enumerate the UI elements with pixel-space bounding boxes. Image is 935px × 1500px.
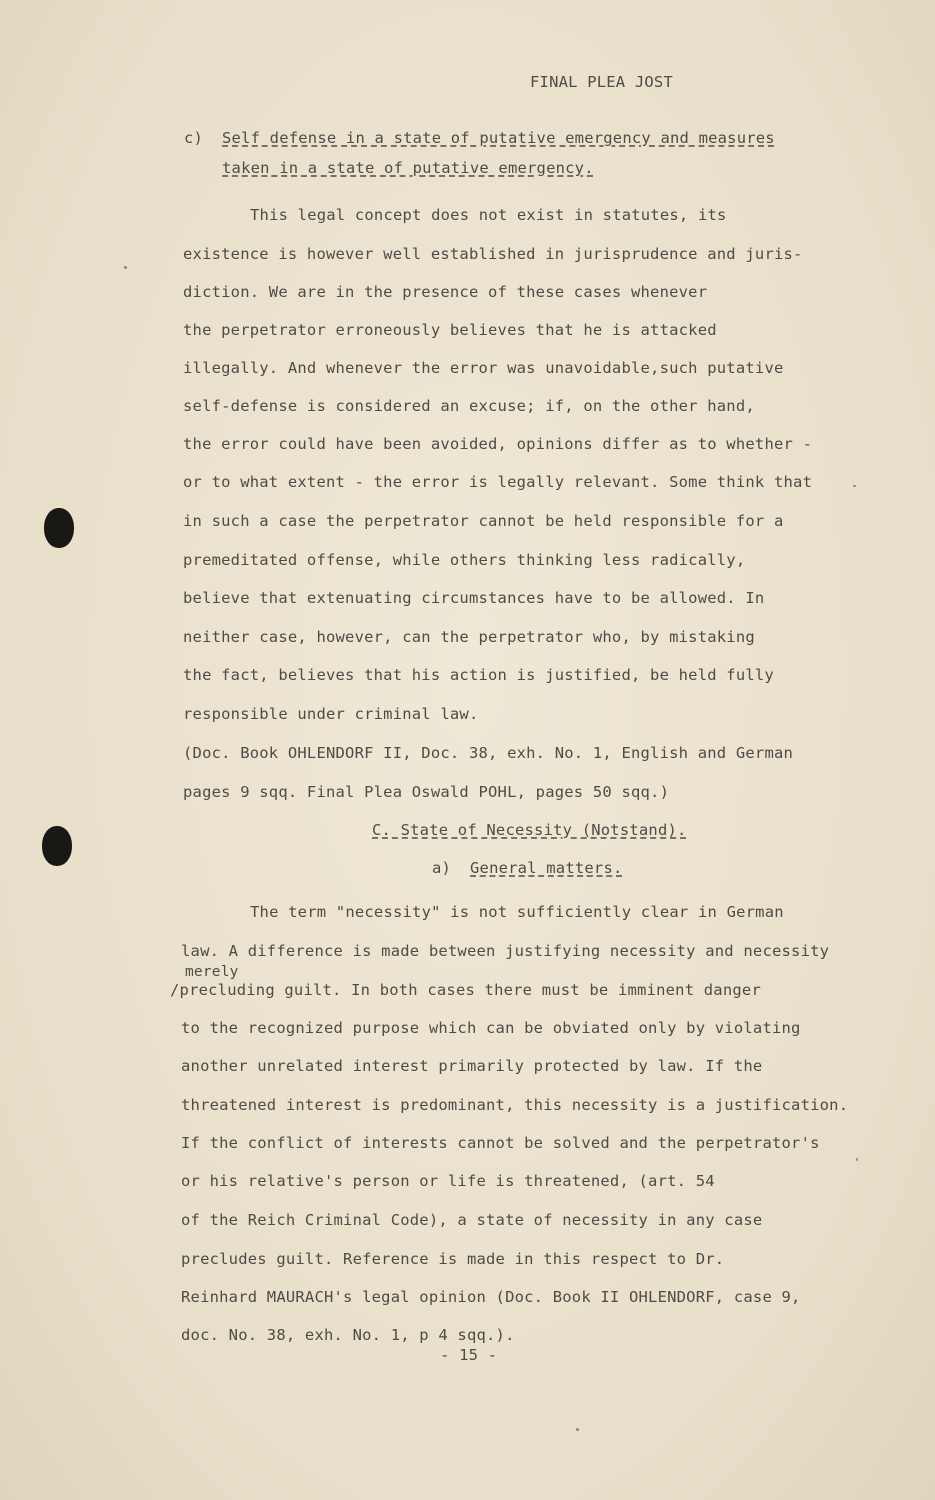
paragraph1-line: This legal concept does not exist in statutes, its — [250, 206, 727, 224]
paper-speck — [576, 1428, 579, 1431]
paper-speck — [124, 266, 127, 269]
paragraph1-line: the error could have been avoided, opinions differ as to whether - — [183, 435, 813, 453]
paragraph2-line: /precluding guilt. In both cases there must be imminent danger — [170, 981, 761, 999]
paragraph1-line: premeditated offense, while others thinking less radically, — [183, 551, 746, 569]
paragraph2-line: precludes guilt. Reference is made in this respect to Dr. — [181, 1250, 725, 1268]
page-number: - 15 - — [440, 1346, 498, 1364]
paragraph2-line: another unrelated interest primarily protected by law. If the — [181, 1057, 763, 1075]
paragraph1-line: neither case, however, can the perpetrator who, by mistaking — [183, 628, 755, 646]
section-c-marker: c) — [184, 129, 204, 147]
subsection-a-marker: a) — [432, 859, 452, 877]
paper-speck — [853, 485, 856, 487]
running-title: FINAL PLEA JOST — [530, 73, 673, 91]
paragraph2-line: Reinhard MAURACH's legal opinion (Doc. Book II OHLENDORF, case 9, — [181, 1288, 801, 1306]
citation1-line: pages 9 sqq. Final Plea Oswald POHL, pages 50 sqq.) — [183, 783, 670, 801]
paragraph2-line: doc. No. 38, exh. No. 1, p 4 sqq.). — [181, 1326, 515, 1344]
section-c-heading-line2: taken in a state of putative emergency. — [222, 159, 594, 177]
subsection-a-heading: General matters. — [470, 859, 623, 877]
section-C-heading: C. State of Necessity (Notstand). — [372, 821, 687, 839]
paragraph1-line: in such a case the perpetrator cannot be held responsible for a — [183, 512, 784, 530]
paragraph1-line: existence is however well established in jurisprudence and juris- — [183, 245, 803, 263]
paragraph2-line: to the recognized purpose which can be obviated only by violating — [181, 1019, 801, 1037]
paragraph2-line: law. A difference is made between justifying necessity and necessity — [181, 942, 830, 960]
paragraph2-insert: merely — [185, 964, 239, 980]
paragraph1-line: the fact, believes that his action is justified, be held fully — [183, 666, 774, 684]
paragraph1-line: illegally. And whenever the error was unavoidable,such putative — [183, 359, 784, 377]
punch-hole-bottom — [42, 826, 72, 866]
paragraph1-line: the perpetrator erroneously believes that he is attacked — [183, 321, 717, 339]
paragraph2-line: The term "necessity" is not sufficiently clear in German — [250, 903, 784, 921]
paragraph2-line: If the conflict of interests cannot be solved and the perpetrator's — [181, 1134, 820, 1152]
paragraph1-line: self-defense is considered an excuse; if, on the other hand, — [183, 397, 755, 415]
paper-speck — [856, 1158, 858, 1161]
paragraph2-line: threatened interest is predominant, this necessity is a justification. — [181, 1096, 849, 1114]
section-c-heading-line1: Self defense in a state of putative emergency and measures — [222, 129, 775, 147]
paragraph2-line: of the Reich Criminal Code), a state of necessity in any case — [181, 1211, 763, 1229]
paragraph1-line: believe that extenuating circumstances have to be allowed. In — [183, 589, 765, 607]
paragraph1-line: responsible under criminal law. — [183, 705, 479, 723]
punch-hole-top — [44, 508, 74, 548]
citation1-line: (Doc. Book OHLENDORF II, Doc. 38, exh. No. 1, English and German — [183, 744, 794, 762]
paragraph1-line: or to what extent - the error is legally relevant. Some think that — [183, 473, 813, 491]
paragraph2-line: or his relative's person or life is threatened, (art. 54 — [181, 1172, 715, 1190]
paragraph1-line: diction. We are in the presence of these cases whenever — [183, 283, 708, 301]
